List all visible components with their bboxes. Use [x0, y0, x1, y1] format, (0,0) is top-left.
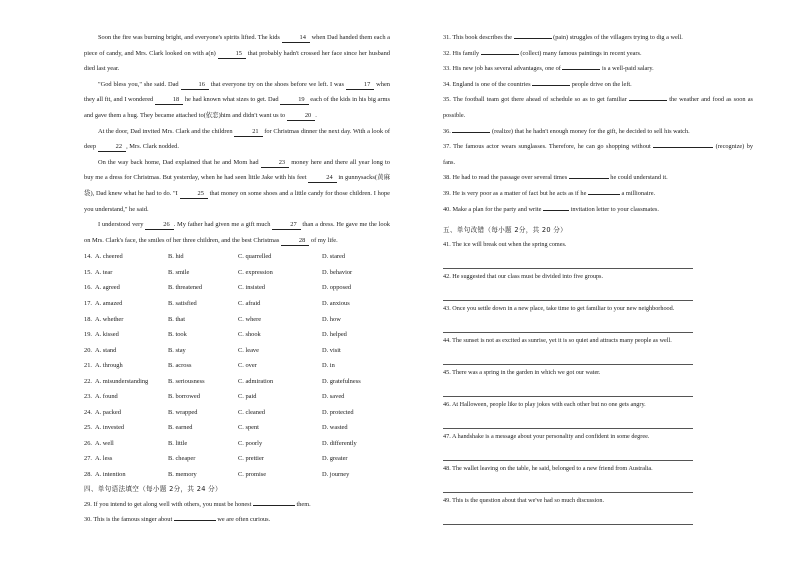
left-column: [84, 30, 390, 528]
option-row: [84, 374, 390, 390]
passage-text: On the way back home, Dad explained that he and Mom had: [98, 158, 261, 166]
option-d[interactable]: D. journey: [322, 470, 350, 478]
option-a[interactable]: [84, 296, 168, 312]
passage-text: . My father had given me a gift much: [173, 221, 273, 229]
option-row: [84, 436, 390, 452]
option-b[interactable]: B. wrapped: [168, 408, 198, 416]
option-d[interactable]: D. how: [322, 315, 341, 323]
grammar-question: [443, 46, 753, 62]
option-a[interactable]: [84, 436, 168, 452]
option-b[interactable]: B. borrowed: [168, 393, 200, 401]
passage-text: that money on some shoes and a little candy for those children. I hope you understand," he said.: [84, 189, 390, 213]
answer-blank-29[interactable]: [253, 499, 295, 506]
option-a-text: A. cheered: [95, 253, 123, 261]
passage-text: At the door, Dad invited Mrs. Clark and the children: [98, 127, 235, 135]
question-text: he could understand it.: [608, 174, 668, 182]
option-a[interactable]: [84, 358, 168, 374]
option-b[interactable]: B. little: [168, 439, 188, 447]
option-c[interactable]: C. insisted: [238, 284, 265, 292]
cloze-blank[interactable]: 18: [155, 96, 183, 105]
option-c[interactable]: C. spent: [238, 424, 259, 432]
cloze-blank[interactable]: 17: [346, 81, 374, 90]
grammar-question: [443, 30, 753, 46]
passage-paragraph: [84, 124, 390, 155]
option-row: [84, 296, 390, 312]
question-text: (pain) struggles of the villagers trying to dig a well.: [551, 34, 683, 41]
option-row: [84, 265, 390, 281]
option-b[interactable]: B. satisfied: [168, 299, 197, 307]
grammar-question: [443, 170, 753, 186]
option-b[interactable]: B. memory: [168, 470, 197, 478]
option-c[interactable]: C. quarrelled: [238, 253, 272, 261]
question-text: a millionaire.: [619, 189, 656, 197]
passage-paragraph: [84, 217, 390, 248]
correction-question: 44. The sunset is not as excited as sunrise, yet it is so quiet and attracts many people as well.: [443, 337, 672, 345]
passage-text: that everyone try on the shoes before we left. I was: [208, 80, 346, 88]
question-text: 36.: [443, 127, 453, 135]
option-row: [84, 420, 390, 436]
question-text: 35. The football team got there ahead of schedule so as to get familiar: [443, 96, 629, 104]
option-b[interactable]: B. hid: [168, 253, 184, 261]
option-a-text: A. stand: [95, 346, 117, 354]
option-b[interactable]: B. earned: [168, 424, 193, 432]
option-b[interactable]: B. threatened: [168, 284, 203, 292]
cloze-blank[interactable]: 21: [234, 128, 262, 137]
passage-text: for Christmas dinner the next day. With a look of deep: [84, 127, 390, 151]
grammar-question: [443, 124, 753, 140]
right-column: [443, 30, 753, 526]
answer-blank-30[interactable]: [174, 514, 216, 521]
question-text: 39. He is very poor as a matter of fact but he acts as if he: [443, 189, 588, 197]
answer-line[interactable]: [443, 444, 693, 461]
question-number: 26.: [84, 439, 92, 447]
passage-text: .: [315, 111, 317, 119]
cloze-blank[interactable]: 22: [98, 143, 126, 152]
option-b[interactable]: B. stay: [168, 346, 186, 354]
question-number: 19.: [84, 331, 92, 339]
section-4-heading: 四、单句语法填空（每小题 2分，共 24 分）: [84, 484, 222, 493]
passage-text: money here and there all year long to buy me a dress for Christmas. But yesterday, when he had seen little Jake with his feet: [84, 158, 391, 182]
question-text: people drive on the left.: [570, 80, 632, 88]
option-row: [84, 280, 390, 296]
option-b[interactable]: B. that: [168, 315, 186, 323]
option-a-text: A. kissed: [95, 331, 119, 339]
answer-line[interactable]: [443, 476, 693, 493]
option-c[interactable]: C. leave: [238, 346, 259, 354]
question-text: (collect) many famous paintings in recent years.: [518, 49, 642, 57]
option-d[interactable]: D. gratefulness: [322, 377, 361, 385]
answer-line[interactable]: [443, 284, 693, 301]
option-a-text: A. found: [95, 393, 118, 401]
passage-text: "God bless you," she said. Dad: [98, 80, 181, 88]
passage-text: I understood very: [98, 221, 146, 229]
option-a[interactable]: [84, 451, 168, 467]
option-a[interactable]: [84, 467, 168, 483]
option-d[interactable]: D. behavior: [322, 268, 353, 276]
cloze-blank[interactable]: 15: [218, 50, 246, 59]
option-b[interactable]: B. smile: [168, 268, 190, 276]
correction-question: 48. The wallet leaving on the table, he said, belonged to a new friend from Australia.: [443, 465, 653, 473]
option-a[interactable]: [84, 265, 168, 281]
option-c[interactable]: C. promise: [238, 470, 267, 478]
option-row: [84, 327, 390, 343]
question-text: 38. He had to read the passage over several times: [443, 174, 569, 182]
option-d[interactable]: D. in: [322, 362, 335, 370]
option-row: [84, 389, 390, 405]
option-a[interactable]: [84, 312, 168, 328]
option-d[interactable]: D. protected: [322, 408, 354, 416]
option-a-text: A. intention: [95, 470, 126, 478]
option-c[interactable]: C. afraid: [238, 299, 261, 307]
question-number: 18.: [84, 315, 92, 323]
option-row: [84, 249, 390, 265]
option-c[interactable]: C. over: [238, 362, 257, 370]
cloze-blank[interactable]: 19: [280, 96, 308, 105]
option-c[interactable]: C. paid: [238, 393, 257, 401]
option-d[interactable]: D. stared: [322, 253, 346, 261]
passage-text: when they all fit, and I wondered: [84, 80, 390, 104]
option-a[interactable]: [84, 374, 168, 390]
correction-question: 45. There was a spring in the garden in which we got our water.: [443, 369, 601, 377]
answer-blank[interactable]: [543, 204, 569, 211]
cloze-options: [84, 249, 390, 482]
passage-text: Soon the fire was burning bright, and everyone's spirits lifted. The kids: [98, 34, 282, 41]
option-row: [84, 358, 390, 374]
option-b[interactable]: B. seriousness: [168, 377, 205, 385]
grammar-question: [443, 202, 753, 218]
grammar-question: [443, 139, 753, 170]
answer-line[interactable]: [443, 508, 693, 525]
correction-question: 47. A handshake is a message about your personality and confident in some degree.: [443, 433, 650, 441]
question-number: 23.: [84, 393, 92, 401]
option-d[interactable]: D. visit: [322, 346, 341, 354]
option-a-text: A. well: [95, 439, 114, 447]
passage-text: when Dad handed them each a piece of candy, and Mrs. Clark looked on with a(n): [84, 34, 390, 57]
answer-line[interactable]: [443, 252, 693, 269]
passage-text: he had known what sizes to get. Dad: [183, 96, 281, 104]
option-a-text: A. whether: [95, 315, 124, 323]
question-number: 21.: [84, 362, 92, 370]
option-a[interactable]: [84, 389, 168, 405]
question-29: 29. If you intend to get along well with others, you must be honest them.: [84, 500, 311, 508]
question-number: 25.: [84, 424, 92, 432]
option-a[interactable]: [84, 327, 168, 343]
passage-paragraph: [84, 30, 390, 77]
option-a-text: A. through: [95, 362, 123, 370]
option-c[interactable]: C. cleaned: [238, 408, 265, 416]
option-a[interactable]: [84, 280, 168, 296]
answer-blank[interactable]: [532, 79, 570, 86]
option-c[interactable]: C. prettier: [238, 455, 264, 463]
correction-question: 49. This is the question about that we've had so much discussion.: [443, 497, 604, 505]
option-c[interactable]: C. admiration: [238, 377, 274, 385]
option-a[interactable]: [84, 405, 168, 421]
cloze-blank[interactable]: 28: [281, 237, 309, 246]
grammar-fill-questions: [443, 30, 753, 217]
option-d[interactable]: D. helped: [322, 331, 347, 339]
option-row: [84, 451, 390, 467]
option-d[interactable]: D. saved: [322, 393, 345, 401]
answer-blank[interactable]: [569, 172, 609, 179]
option-c[interactable]: C. poorly: [238, 439, 263, 447]
cloze-blank[interactable]: 27: [272, 221, 300, 230]
option-b[interactable]: B. cheaper: [168, 455, 196, 463]
question-text: 34. England is one of the countries: [443, 80, 533, 88]
question-number: 22.: [84, 377, 92, 385]
passage-text: than a dress. He gave me the look on Mrs. Clark's face, the smiles of her three children, and the best Christmas: [84, 221, 390, 244]
option-a[interactable]: [84, 343, 168, 359]
question-number: 24.: [84, 408, 92, 416]
grammar-question: [443, 92, 753, 123]
option-a-text: A. tear: [95, 268, 113, 276]
passage-paragraph: [84, 77, 390, 124]
option-a-text: A. misunderstanding: [95, 377, 149, 385]
option-row: [84, 312, 390, 328]
answer-blank[interactable]: [562, 63, 600, 70]
correction-question: 46. At Halloween, people like to play jokes with each other but no one gets angry.: [443, 401, 646, 409]
question-30: 30. This is the famous singer about we are often curious.: [84, 516, 271, 524]
passage-text: that probably hadn't crossed her face since her husband died last year.: [84, 49, 390, 73]
cloze-blank[interactable]: 14: [282, 34, 310, 43]
option-d[interactable]: D. greater: [322, 455, 348, 463]
answer-line[interactable]: [443, 316, 693, 333]
question-text: the weather and food as soon as possible.: [443, 96, 753, 119]
option-a-text: A. less: [95, 455, 113, 463]
option-a-text: A. packed: [95, 408, 121, 416]
cloze-blank[interactable]: 26: [145, 221, 173, 230]
grammar-question: [443, 61, 753, 77]
option-c[interactable]: C. expression: [238, 268, 273, 276]
passage-text: each of the kids in his big arms and gave them a hug. They became attached to(依恋)him and didn't want us to: [84, 96, 390, 119]
question-text: 32. His family: [443, 49, 481, 57]
option-a[interactable]: [84, 249, 168, 265]
question-number: 15.: [84, 268, 92, 276]
error-correction-questions: [443, 238, 753, 526]
correction-question: 41. The ice will break out when the spring comes.: [443, 241, 567, 249]
option-c[interactable]: C. where: [238, 315, 262, 323]
question-text: is a well-paid salary.: [600, 65, 654, 73]
option-a[interactable]: [84, 420, 168, 436]
option-b[interactable]: B. across: [168, 362, 192, 370]
option-row: [84, 343, 390, 359]
option-row: [84, 405, 390, 421]
cloze-blank[interactable]: 25: [180, 190, 208, 199]
correction-question: 43. Once you settle down in a new place, take time to get familiar to your new neighborhood.: [443, 305, 675, 313]
option-b[interactable]: B. took: [168, 331, 187, 339]
question-text: (recognize) by fans.: [443, 143, 753, 166]
passage-text: , Mrs. Clark nodded.: [126, 143, 179, 151]
question-number: 14.: [84, 253, 92, 261]
question-number: 16.: [84, 284, 92, 292]
option-c[interactable]: C. shook: [238, 331, 261, 339]
answer-blank[interactable]: [452, 126, 490, 133]
question-number: 20.: [84, 346, 92, 354]
cloze-blank[interactable]: 23: [261, 159, 289, 168]
option-a-text: A. agreed: [95, 284, 120, 292]
question-text: 37. The famous actor wears sunglasses. Therefore, he can go shopping without: [443, 143, 654, 151]
option-d[interactable]: D. differently: [322, 439, 357, 447]
option-a-text: A. amazed: [95, 299, 123, 307]
cloze-blank[interactable]: 20: [287, 112, 315, 121]
grammar-question: [443, 77, 753, 93]
correction-question: 42. He suggested that our class must be divided into five groups.: [443, 273, 603, 281]
answer-blank[interactable]: [514, 32, 552, 39]
option-a-text: A. invested: [95, 424, 125, 432]
answer-line[interactable]: [443, 380, 693, 397]
answer-line[interactable]: [443, 348, 693, 365]
cloze-passage: [84, 30, 390, 248]
answer-blank[interactable]: [653, 141, 713, 148]
passage-paragraph: [84, 155, 390, 217]
section-5-heading: 五、单句改错（每小题 2分，共 20 分）: [443, 226, 568, 235]
question-text: invitation letter to your classmates.: [569, 205, 659, 213]
answer-blank[interactable]: [629, 94, 667, 101]
option-row: [84, 467, 390, 483]
passage-text: in gunnysacks(黄麻袋), Dad knew what he had to do. "I: [84, 174, 390, 197]
question-text: (realize) that he hadn't enough money for the gift, he decided to sell his watch.: [490, 127, 690, 135]
grammar-question: [443, 186, 753, 202]
question-number: 17.: [84, 299, 92, 307]
question-number: 27.: [84, 455, 92, 463]
question-text: 31. This book describes the: [443, 34, 514, 41]
option-d[interactable]: D. anxious: [322, 299, 350, 307]
cloze-blank[interactable]: 24: [308, 174, 336, 183]
question-number: 28.: [84, 470, 92, 478]
answer-blank[interactable]: [588, 188, 620, 195]
option-d[interactable]: D. opposed: [322, 284, 352, 292]
question-text: 40. Make a plan for the party and write: [443, 205, 544, 213]
question-text: 33. His new job has several advantages, one of: [443, 65, 563, 73]
answer-line[interactable]: [443, 412, 693, 429]
spacer: [443, 525, 753, 526]
option-d[interactable]: D. wasted: [322, 424, 348, 432]
cloze-blank[interactable]: 16: [181, 81, 209, 90]
passage-text: of my life.: [309, 236, 338, 244]
answer-blank[interactable]: [481, 48, 519, 55]
